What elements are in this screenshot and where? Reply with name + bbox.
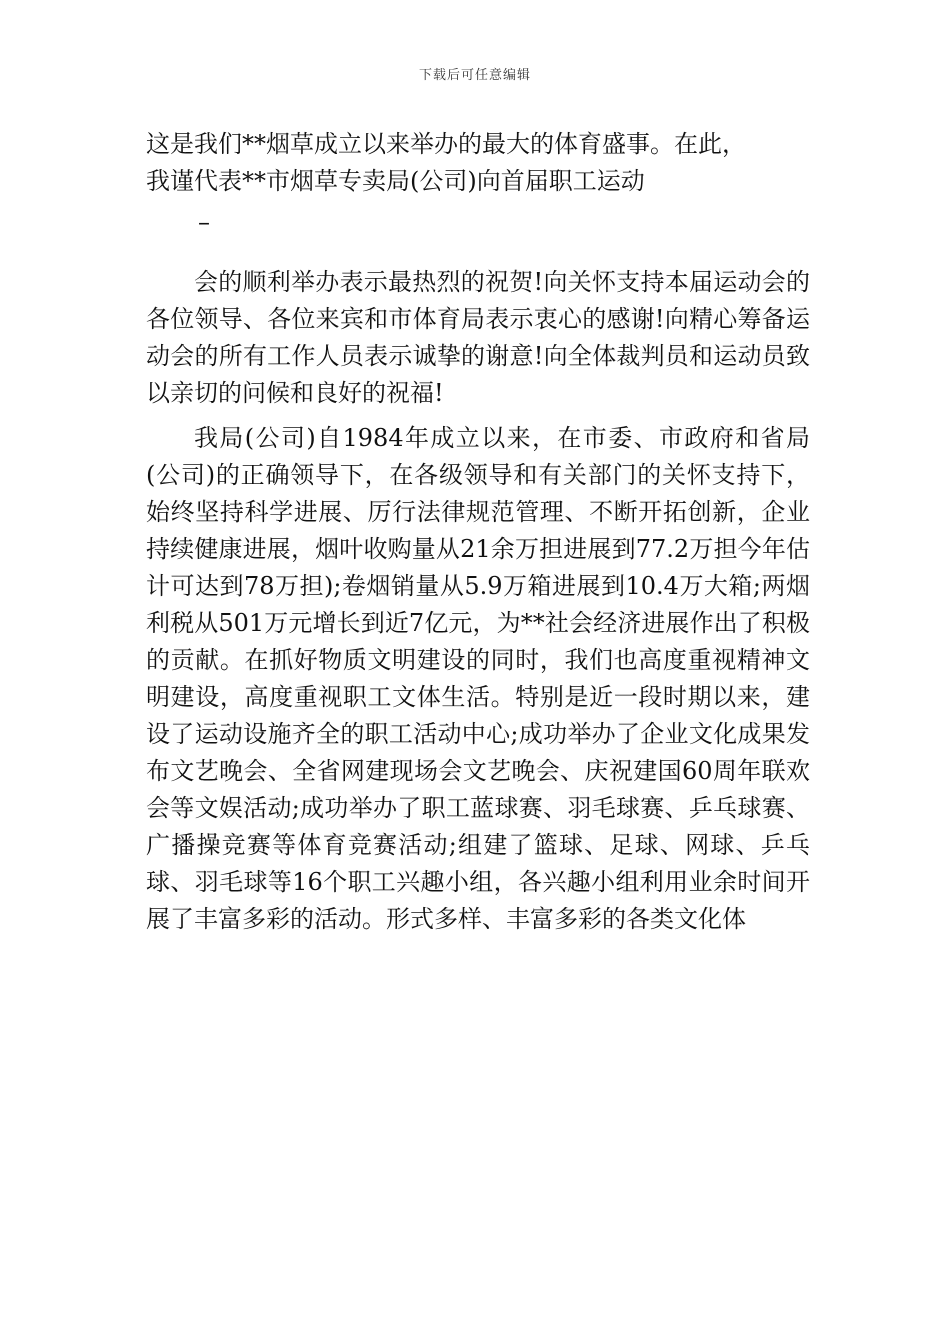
paragraph-3: 我局(公司)自1984年成立以来，在市委、市政府和省局(公司)的正确领导下，在各级领导和有关部门的关怀支持下，始终坚持科学进展、厉行法律规范管理、不断开拓创新，企业持续健康进展，烟叶收购量从21余万担进展到77.2万担今年估计可达到78万担);卷烟销量从5.9万箱进展到10.4万大箱;两烟利税从501万元增长到近7亿元，为**社会经济进展作出了积极的贡献。在抓好物质文明建设的同时，我们也高度重视精神文明建设，高度重视职工文体生活。特别是近一段时期以来，建设了运动设施齐全的职工活动中心;成功举办了企业文化成果发布文艺晚会、全省网建现场会文艺晚会、庆祝建国60周年联欢会等文娱活动;成功举办了职工蓝球赛、羽毛球赛、乒乓球赛、广播操竞赛等体育竞赛活动;组建了篮球、足球、网球、乒乓球、羽毛球等16个职工兴趣小组，各兴趣小组利用业余时间开展了丰富多彩的活动。形式多样、丰富多彩的各类文化体	[146, 424, 810, 933]
paragraph-line-1: 这是我们**烟草成立以来举办的最大的体育盛事。在此，	[146, 130, 746, 158]
separator-mark: –	[198, 208, 210, 236]
paragraph-line-2: 我谨代表**市烟草专卖局(公司)向首届职工运动	[146, 167, 645, 195]
paragraph-gap	[146, 412, 810, 420]
paragraph-2: 会的顺利举办表示最热烈的祝贺!向关怀支持本届运动会的各位领导、各位来宾和市体育局表示衷心的感谢!向精心筹备运动会的所有工作人员表示诚挚的谢意!向全体裁判员和运动员致以亲切的问候和良好的祝福!	[146, 268, 810, 407]
page-header: 下载后可任意编辑	[418, 68, 531, 83]
document-body	[146, 126, 810, 938]
